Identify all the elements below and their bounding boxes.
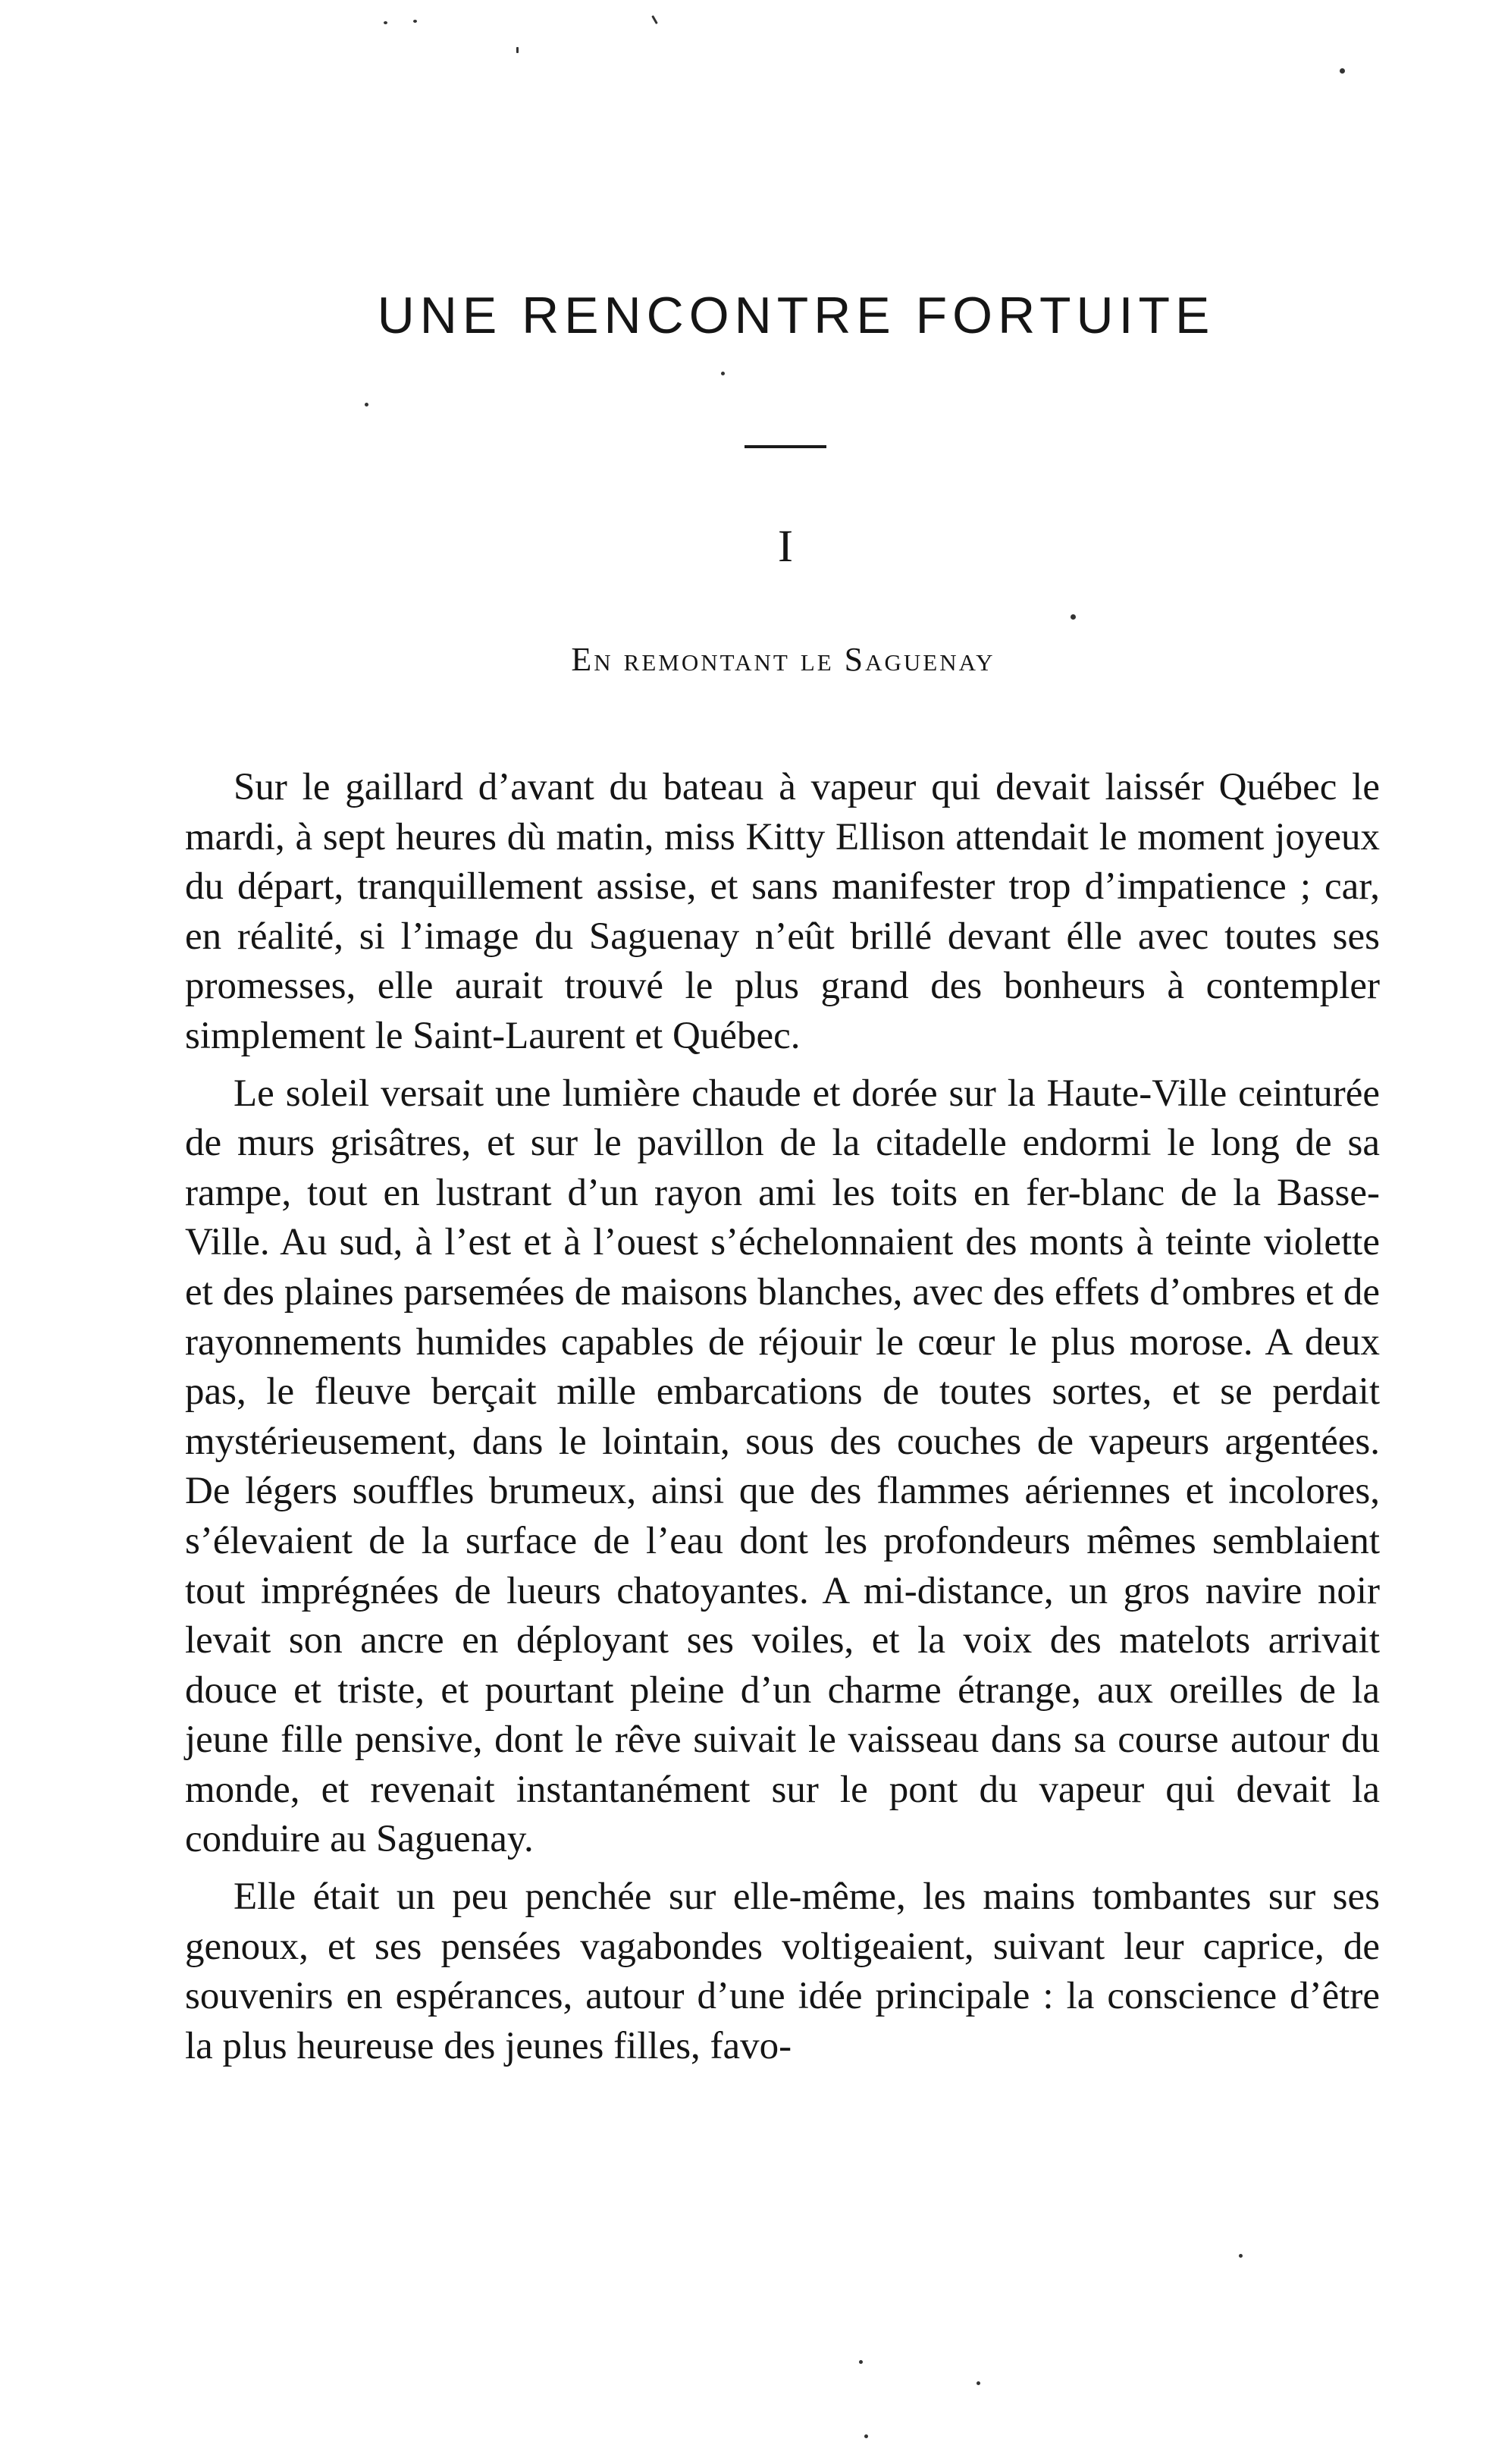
print-speck (516, 47, 519, 53)
print-speck (651, 15, 658, 24)
chapter-number: I (778, 521, 793, 571)
print-speck (413, 20, 417, 23)
print-speck (859, 2360, 863, 2364)
paragraph: Elle était un peu penchée sur elle-même, les mains tombantes sur ses genoux, et ses pensées vagabondes voltigeaient, suivant leur caprice, de souvenirs en espérances, autour d’une idée principale : la conscience d’être la plus heureuse des jeunes filles, favo- (185, 1875, 1380, 2067)
body-text (185, 763, 1380, 2071)
title-divider (745, 445, 826, 448)
print-speck (1071, 614, 1076, 620)
paragraph: Le soleil versait une lumière chaude et dorée sur la Haute-Ville ceinturée de murs grisâtres, et sur le pavillon de la citadelle endormi le long de sa rampe, tout en lustrant d’un rayon ami les toits en fer-blanc de la Basse-Ville. Au sud, à l’est et à l’ouest s’échelonnaient des monts à teinte violette et des plaines parsemées de maisons blanches, avec des effets d’ombres et de rayonnements humides capables de réjouir le cœur le plus morose. A deux pas, le fleuve berçait mille embarcations de toutes sortes, et se perdait mystérieusement, dans le lointain, sous des couches de vapeurs argentées. De légers souffles brumeux, ainsi que des flammes aériennes et incolores, s’élevaient de la surface de l’eau dont les profondeurs mêmes semblaient tout imprégnées de lueurs chatoyantes. A mi-distance, un gros navire noir levait son ancre en déployant ses voiles, et la voix des matelots arrivait douce et triste, et pourtant pleine d’un charme étrange, aux oreilles de la jeune fille pensive, dont le rêve suivait le vaisseau dans sa course autour du monde, et revenait instantanément sur le pont du vapeur qui devait la conduire au Saguenay. (185, 1072, 1380, 1861)
print-speck (1239, 2254, 1243, 2258)
chapter-heading: En remontant le Saguenay (571, 641, 995, 678)
print-speck (365, 403, 368, 406)
print-speck (1340, 68, 1345, 74)
print-speck (977, 2381, 980, 2385)
print-speck (721, 372, 725, 375)
print-speck (384, 21, 387, 24)
print-speck (864, 2434, 868, 2438)
paragraph: Sur le gaillard d’avant du bateau à vapeur qui devait laissér Québec le mardi, à sept heures dù matin, miss Kitty Ellison attendait le moment joyeux du départ, tranquillement assise, et sans manifester trop d’impatience ; car, en réalité, si l’image du Saguenay n’eût brillé devant élle avec toutes ses promesses, elle aurait trouvé le plus grand des bonheurs à contempler simplement le Saint-Laurent et Québec. (185, 766, 1380, 1057)
page-title: UNE RENCONTRE FORTUITE (377, 287, 1215, 344)
